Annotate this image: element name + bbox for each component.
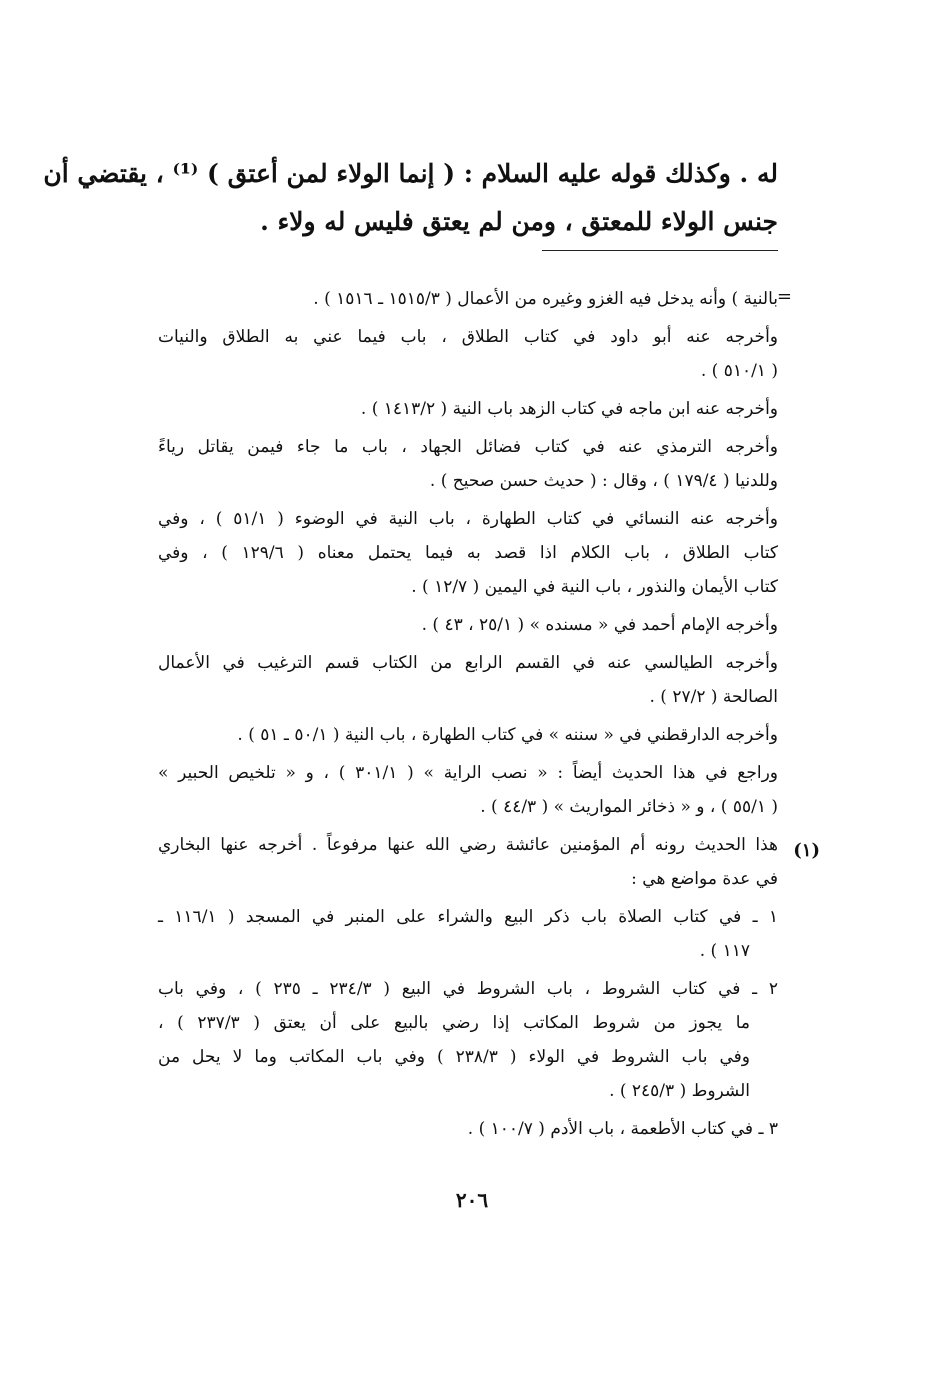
footnote-paragraph	[158, 608, 778, 642]
footnote-line: وراجع في هذا الحديث أيضاً : « نصب الراية » ( ٣٠١/١ ) ، و « تلخيص الحبير »	[158, 763, 779, 783]
page-number: ٢٠٦	[455, 1188, 489, 1212]
footnote-line: وللدنيا ( ١٧٩/٤ ) ، وقال : ( حديث حسن صحيح ) .	[429, 471, 778, 491]
footnote-line: وفي باب الشروط في الولاء ( ٢٣٨/٣ ) وفي باب المكاتب وما لا يحل من	[158, 1047, 750, 1067]
footnote-number: (١)	[793, 840, 820, 861]
footnote-list-item	[158, 1112, 778, 1146]
footnote-line: وأخرجه عنه النسائي في كتاب الطهارة ، باب النية في الوضوء ( ٥١/١ ) ، وفي	[158, 509, 778, 529]
footnote-line: هذا الحديث رونه أم المؤمنين عائشة رضي الله عنها مرفوعاً . أخرجه عنها البخاري	[158, 835, 778, 855]
footnote-line: في عدة مواضع هي :	[631, 869, 778, 889]
footnote-paragraph	[158, 430, 778, 498]
footnote-line: ( ٥١٠/١ ) .	[700, 361, 778, 381]
main-text-line: جنس الولاء للمعتق ، ومن لم يعتق فليس له ولاء .	[260, 207, 778, 236]
main-text	[43, 150, 778, 246]
footnote-list-item	[158, 900, 778, 968]
footnote-line: ما يجوز من شروط المكاتب إذا رضي بالبيع على أن يعتق ( ٢٣٧/٣ ) ،	[158, 1013, 750, 1033]
footnote-line: الصالحة ( ٢٧/٢ ) .	[649, 687, 778, 707]
footnote-line: وأخرجه عنه أبو داود في كتاب الطلاق ، باب فيما عني به الطلاق والنيات	[158, 327, 778, 347]
footnote-paragraph	[158, 718, 778, 752]
continuation-marker: =	[776, 286, 792, 307]
footnote-paragraph	[158, 646, 778, 714]
footnote-line: ١ ـ في كتاب الصلاة باب ذكر البيع والشراء على المنبر في المسجد ( ١١٦/١ ـ	[158, 907, 778, 927]
footnote-line: وأخرجه الترمذي عنه في كتاب فضائل الجهاد ، باب ما جاء فيمن يقاتل رياءً	[158, 437, 778, 457]
footnote-list-item	[158, 972, 778, 1108]
footnote-line: كتاب الطلاق ، باب الكلام اذا قصد به فيما يحتمل معناه ( ١٢٩/٦ ) ، وفي	[158, 543, 778, 563]
footnote-paragraph	[158, 502, 778, 604]
footnote-line: ٣ ـ في كتاب الأطعمة ، باب الأدم ( ١٠٠/٧ ) .	[467, 1119, 778, 1139]
footnote-paragraph	[158, 282, 778, 316]
footnote-line: الشروط ( ٢٤٥/٣ ) .	[609, 1081, 750, 1101]
footnote-line: وأخرجه عنه ابن ماجه في كتاب الزهد باب النية ( ١٤١٣/٢ ) .	[360, 399, 778, 419]
footnote-line: ١١٧ ) .	[699, 941, 750, 961]
footnote-line: ٢ ـ في كتاب الشروط ، باب الشروط في البيع ( ٢٣٤/٣ ـ ٢٣٥ ) ، وفي باب	[158, 979, 779, 999]
footnote-line: بالنية ) وأنه يدخل فيه الغزو وغيره من الأعمال ( ١٥١٥/٣ ـ ١٥١٦ ) .	[313, 289, 778, 309]
footnote-paragraph	[158, 828, 778, 896]
footnote-paragraph	[158, 756, 778, 824]
footnote-line: كتاب الأيمان والنذور ، باب النية في اليمين ( ١٢/٧ ) .	[411, 577, 778, 597]
footnote-paragraph	[158, 392, 778, 426]
footnote-line: ( ٥٥/١ ) ، و « ذخائر المواريث » ( ٤٤/٣ ) .	[480, 797, 778, 817]
footnote-paragraph	[158, 320, 778, 388]
footnote-line: وأخرجه الدارقطني في « سننه » في كتاب الطهارة ، باب النية ( ٥٠/١ ـ ٥١ ) .	[237, 725, 778, 745]
footnote-separator	[542, 250, 778, 251]
main-text-line: له . وكذلك قوله عليه السلام : ( إنما الولاء لمن أعتق ) ⁽¹⁾ ، يقتضي أن	[43, 159, 778, 188]
footnotes	[158, 282, 778, 1150]
footnote-line: وأخرجه الإمام أحمد في « مسنده » ( ٢٥/١ ، ٤٣ ) .	[421, 615, 778, 635]
footnote-line: وأخرجه الطيالسي عنه في القسم الرابع من الكتاب قسم الترغيب في الأعمال	[158, 653, 778, 673]
